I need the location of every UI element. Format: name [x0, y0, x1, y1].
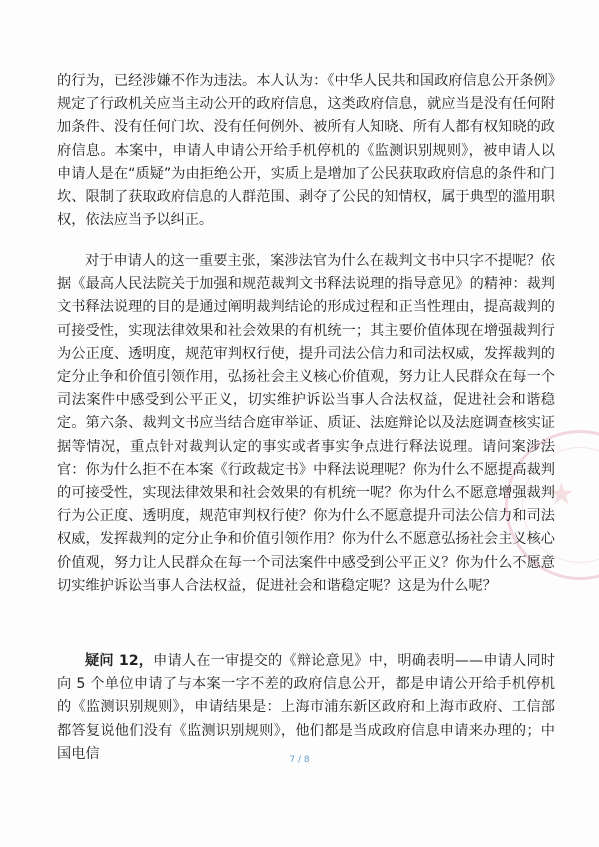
paragraph-text: 对于申请人的这一重要主张，案涉法官为什么在裁判文书中只字不提呢？依据《最高人民法院关于加强和规范裁判文书释法说理的指导意见》的精神：裁判文书释法说理的目的是通过阐明裁判结论的形成过程和正当性理由，提高裁判的可接受性，实现法律效果和社会效果的有机统一；其主要价值体现在增强裁判行为公正度、透明度，规范审判权行使，提升司法公信力和司法权威，发挥裁判的定分止争和价值引领作用，弘扬社会主义核心价值观，努力让人民群众在每一个司法案件中感受到公平正义，切实维护诉讼当事人合法权益，促进社会和谐稳定。第六条、裁判文书应当结合庭审举证、质证、法庭辩论以及法庭调查核实证据等情况，重点针对裁判认定的事实或者事实争点进行释法说理。请问案涉法官：你为什么拒不在本案《行政裁定书》中释法说理呢？你为什么不愿提高裁判的可接受性，实现法律效果和社会效果的有机统一呢？你为什么不愿意增强裁判行为公正度、透明度，规范审判权行使？你为什么不愿意提升司法公信力和司法权威，发挥裁判的定分止争和价值引领作用？你为什么不愿意弘扬社会主义核心价值观，努力让人民群众在每一个司法案件中感受到公平正义？你为什么不愿意切实维护诉讼当事人合法权益，促进社会和谐稳定呢？这是为什么呢？: [57, 253, 555, 594]
paragraph-omission-argument: [57, 70, 555, 232]
paragraph-judgment-reasoning: [57, 250, 555, 598]
paragraph-question-12: [57, 650, 555, 766]
paragraph-text: 申请人在一审提交的《辩论意见》中，明确表明——申请人同时向 5 个单位申请了与本案一字不差的政府信息公开，都是申请公开给手机停机的《监测识别规则》，申请结果是：上海市浦东新区政府和上海市政府、工信部都答复说他们没有《监测识别规则》，他们都是当成政府信息申请来办理的；中国电信: [57, 653, 555, 762]
question-label: 疑问 12，: [85, 653, 154, 669]
seal-star-icon: ★: [548, 477, 575, 512]
paragraph-text: 的行为，已经涉嫌不作为违法。本人认为：《中华人民共和国政府信息公开条例》规定了行政机关应当主动公开的政府信息，这类政府信息，就应当是没有任何附加条件、没有任何门坎、没有任何例外、被所有人知晓、所有人都有权知晓的政府信息。本案中，申请人申请公开给手机停机的《监测识别规则》，被申请人以申请人是在“质疑”为由拒绝公开，实质上是增加了公民获取政府信息的条件和门坎、限制了获取政府信息的人群范围、剥夺了公民的知情权，属于典型的滥用职权，依法应当予以纠正。: [57, 73, 555, 229]
page-number: 7 / 8: [289, 755, 310, 765]
